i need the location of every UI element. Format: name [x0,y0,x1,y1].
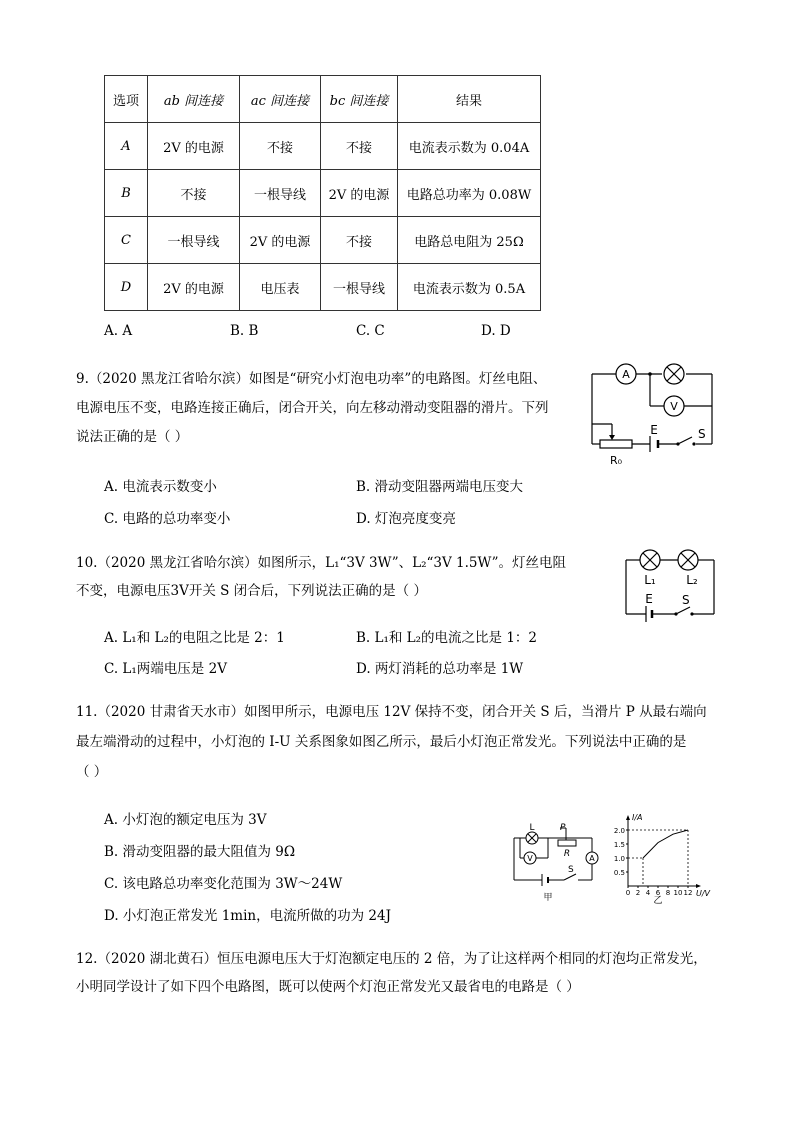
q11-text-line2: 最左端滑动的过程中，小灯泡的 I-U 关系图象如图乙所示，最后小灯泡正常发光。下列说法中正确的是 [76,734,687,750]
q11-yi-caption: 乙 [653,896,663,904]
q9-voltmeter-label: V [670,400,678,413]
q9-choice-b: B. 滑动变阻器两端电压变大 [356,479,524,495]
q9-text-line2: 电源电压不变，电路连接正确后，闭合开关，向左移动滑动变阻器的滑片。下列 [76,400,549,416]
table-cell: C [105,217,148,264]
x-tick-label: 6 [655,889,661,897]
table-cell: 2V 的电源 [321,170,398,217]
y-tick-label: 2.0 [613,827,625,835]
table-cell: A [105,123,148,170]
table-cell: 2V 的电源 [148,264,240,311]
q11-text-line1: 11.（2020 甘肃省天水市）如图甲所示，电源电压 12V 保持不变，闭合开关 S 后，当滑片 P 从最右端向 [76,704,707,720]
table-cell: 电流表示数为 0.04A [398,123,541,170]
q11-text-line3: （ ） [76,764,108,780]
q10-choice-d: D. 两灯消耗的总功率是 1W [356,661,524,677]
answer-choice-d: D. D [481,323,511,339]
q9-text-line1: 9.（2020 黑龙江省哈尔滨）如图是“研究小灯泡电功率”的电路图。灯丝电阻、 [76,371,547,387]
q9-choice-a: A. 电流表示数变小 [104,479,217,495]
q11-graph-yi [604,810,714,904]
q9-battery-label: E [650,423,658,437]
q10-choice-c: C. L₁两端电压是 2V [104,661,227,677]
q11-choice-d: D. 小灯泡正常发光 1min，电流所做的功为 24J [104,908,391,924]
q10-lamp2-label: L₂ [686,573,698,587]
q10-choice-a: A. L₁和 L₂的电阻之比是 2：1 [104,630,285,646]
table-header-cell: bc 间连接 [321,76,398,123]
q11-graph-xlabel: U/V [696,889,711,898]
q11-choice-c: C. 该电路总功率变化范围为 3W～24W [104,876,343,892]
q10-switch-label: S [682,593,690,607]
q9-text-line3: 说法正确的是（ ） [76,429,189,445]
q11-lamp-label: L [529,823,535,833]
table-header-cell: ab 间连接 [148,76,240,123]
table-cell: 电流表示数为 0.5A [398,264,541,311]
x-tick-label: 10 [673,889,683,897]
q9-circuit-diagram [586,360,718,472]
x-tick-label: 2 [635,889,641,897]
answer-choice-b: B. B [230,323,259,339]
q11-graph-ylabel: I/A [632,813,643,822]
q11-slider-label: P [560,823,566,833]
table-cell: 一根导线 [148,217,240,264]
x-tick-label: 12 [683,889,693,897]
q12-text-line1: 12.（2020 湖北黄石）恒压电源电压大于灯泡额定电压的 2 倍，为了让这样两个相同的灯泡均正常发光， [76,951,707,967]
answer-choice-a: A. A [104,323,133,339]
y-tick-label: 1.5 [613,841,625,849]
table-cell: 电路总功率为 0.08W [398,170,541,217]
table-row [105,170,541,217]
q11-jia-caption: 甲 [543,893,553,903]
table-cell: 不接 [240,123,321,170]
x-tick-label: 0 [625,889,631,897]
q9-choice-c: C. 电路的总功率变小 [104,511,231,527]
q10-text-line1: 10.（2020 黑龙江省哈尔滨）如图所示，L₁“3V 3W”、L₂“3V 1.5W”。灯丝电阻 [76,555,567,571]
answer-choice-c: C. C [356,323,385,339]
table-cell: 一根导线 [240,170,321,217]
table-header-cell: ac 间连接 [240,76,321,123]
table-header-cell: 结果 [398,76,541,123]
q11-switch-label: S [568,865,574,875]
table-header-row [105,76,541,123]
q10-battery-label: E [645,592,653,606]
q12-text-line2: 小明同学设计了如下四个电路图，既可以使两个灯泡正常发光又最省电的电路是（ ） [76,979,580,995]
q10-lamp1-label: L₁ [644,573,656,587]
q11-choice-b: B. 滑动变阻器的最大阻值为 9Ω [104,844,296,860]
options-table [104,75,541,311]
table-cell: 不接 [321,217,398,264]
table-cell: B [105,170,148,217]
q9-choice-d: D. 灯泡亮度变亮 [356,511,456,527]
table-cell: 2V 的电源 [148,123,240,170]
q9-ammeter-label: A [622,368,630,381]
q10-choice-b: B. L₁和 L₂的电流之比是 1：2 [356,630,538,646]
q11-choice-a: A. 小灯泡的额定电压为 3V [104,812,267,828]
table-cell: 不接 [148,170,240,217]
q11-ammeter-label: A [589,854,595,863]
q10-circuit-diagram [620,544,720,624]
x-tick-label: 8 [665,889,671,897]
table-cell: D [105,264,148,311]
i-u-curve [643,830,688,858]
q10-text-line2: 不变，电源电压3V开关 S 闭合后，下列说法正确的是（ ） [76,583,427,599]
table-cell: 不接 [321,123,398,170]
table-cell: 电压表 [240,264,321,311]
q9-switch-label: S [698,427,706,441]
y-tick-label: 0.5 [613,869,625,877]
table-cell: 一根导线 [321,264,398,311]
q11-voltmeter-label: V [527,854,533,863]
table-row [105,264,541,311]
table-row [105,123,541,170]
table-cell: 2V 的电源 [240,217,321,264]
y-tick-label: 1.0 [613,855,625,863]
table-row [105,217,541,264]
x-tick-label: 4 [645,889,651,897]
q11-circuit-jia [508,818,602,904]
q11-rheostat-label: R [563,849,571,859]
q9-rheostat-label: R₀ [609,454,623,467]
table-cell: 电路总电阻为 25Ω [398,217,541,264]
table-header-cell: 选项 [105,76,148,123]
